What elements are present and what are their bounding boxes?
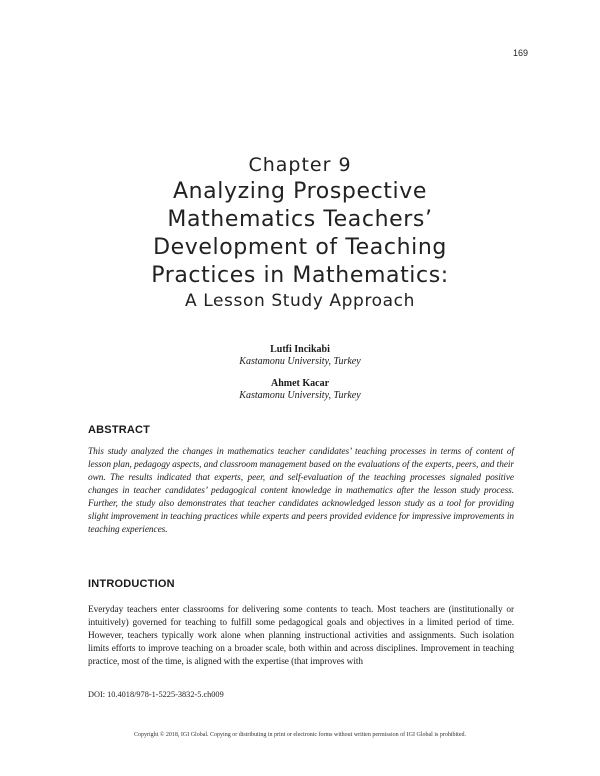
doi-line: DOI: 10.4018/978-1-5225-3832-5.ch009 (88, 690, 224, 699)
title-line: Development of Teaching (153, 235, 447, 260)
author-name: Ahmet Kacar (270, 378, 330, 389)
author-block (0, 378, 600, 402)
chapter-subtitle: A Lesson Study Approach (184, 291, 415, 311)
abstract-text: This study analyzed the changes in mathematics teacher candidates’ teaching processes in terms of content of lesson plan, pedagogy aspects, and classroom management based on the evaluations of the experts, peers, and their own. The results indicated that experts, peer, and self-evaluation of the teaching processes signaled positive changes in teacher candidates’ pedagogical content knowledge in mathematics after the lesson study process. Further, the study also demonstrates that teacher candidates acknowledged lesson study as a tool for providing slight improvement in teaching practices while experts and peers provided evidence for impressive improvements in teaching experiences. (88, 447, 514, 535)
copyright-notice: Copyright © 2018, IGI Global. Copying or distributing in print or electronic forms without written permission of IGI Global is prohibited. (133, 732, 466, 738)
page-number: 169 (512, 48, 528, 58)
title-line: Practices in Mathematics: (151, 263, 449, 288)
author-affiliation: Kastamonu University, Turkey (239, 356, 361, 367)
chapter-label: Chapter 9 (248, 154, 352, 176)
abstract-heading: ABSTRACT (88, 424, 151, 436)
author-affiliation: Kastamonu University, Turkey (239, 390, 361, 401)
author-block (0, 344, 600, 368)
title-line: Analyzing Prospective (172, 179, 428, 204)
author-name: Lutfi Incikabi (270, 344, 330, 355)
introduction-text: Everyday teachers enter classrooms for delivering some contents to teach. Most teachers are (institutionally or intuitively) governed for teaching to fulfill some pedagogical goals and objectives in a limited period of time. However, teachers typically work alone when planning instructional activities and assignments. Such isolation limits efforts to improve teaching on a broader scale, both within and across disciplines. Improvement in teaching practice, most of the time, is aligned with the expertise (that improves with (88, 605, 514, 667)
chapter-title (0, 178, 600, 312)
title-line: Mathematics Teachers’ (167, 207, 433, 232)
introduction-heading: INTRODUCTION (88, 578, 175, 590)
